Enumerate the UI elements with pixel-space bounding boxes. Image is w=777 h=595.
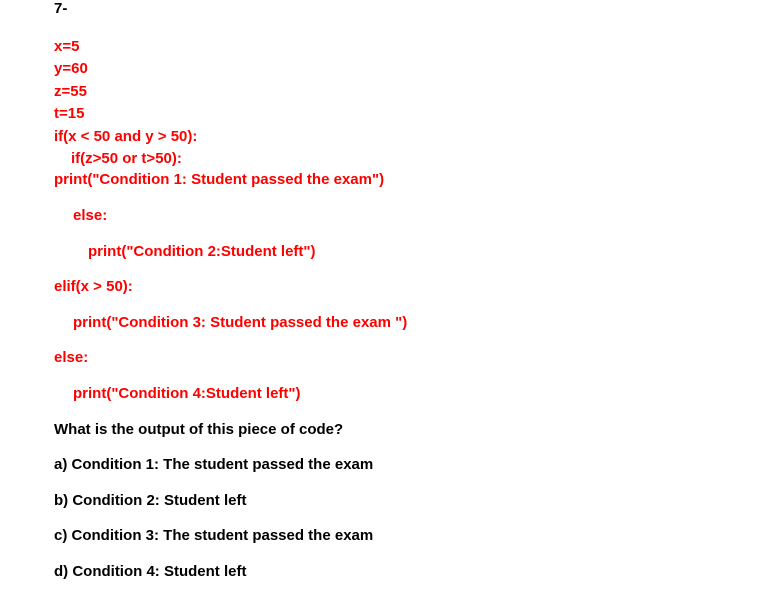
code-line: if(x < 50 and y > 50): bbox=[54, 128, 198, 145]
code-line: t=15 bbox=[54, 105, 85, 122]
code-line: print("Condition 1: Student passed the exam") bbox=[54, 171, 385, 188]
code-line: y=60 bbox=[54, 60, 88, 77]
code-line: else: bbox=[54, 349, 89, 366]
code-line: x=5 bbox=[54, 38, 80, 55]
question-text: What is the output of this piece of code? bbox=[54, 421, 344, 438]
code-line: print("Condition 2:Student left") bbox=[88, 243, 316, 260]
question-number: 7- bbox=[54, 0, 68, 17]
code-line: elif(x > 50): bbox=[54, 278, 133, 295]
option-d: d) Condition 4: Student left bbox=[54, 563, 247, 580]
code-line: print("Condition 3: Student passed the exam ") bbox=[73, 314, 408, 331]
option-b: b) Condition 2: Student left bbox=[54, 492, 247, 509]
option-c: c) Condition 3: The student passed the exam bbox=[54, 527, 374, 544]
option-a: a) Condition 1: The student passed the exam bbox=[54, 456, 374, 473]
code-line: else: bbox=[73, 207, 108, 224]
code-line: z=55 bbox=[54, 83, 87, 100]
code-line: print("Condition 4:Student left") bbox=[73, 385, 301, 402]
code-line: if(z>50 or t>50): bbox=[71, 150, 182, 167]
